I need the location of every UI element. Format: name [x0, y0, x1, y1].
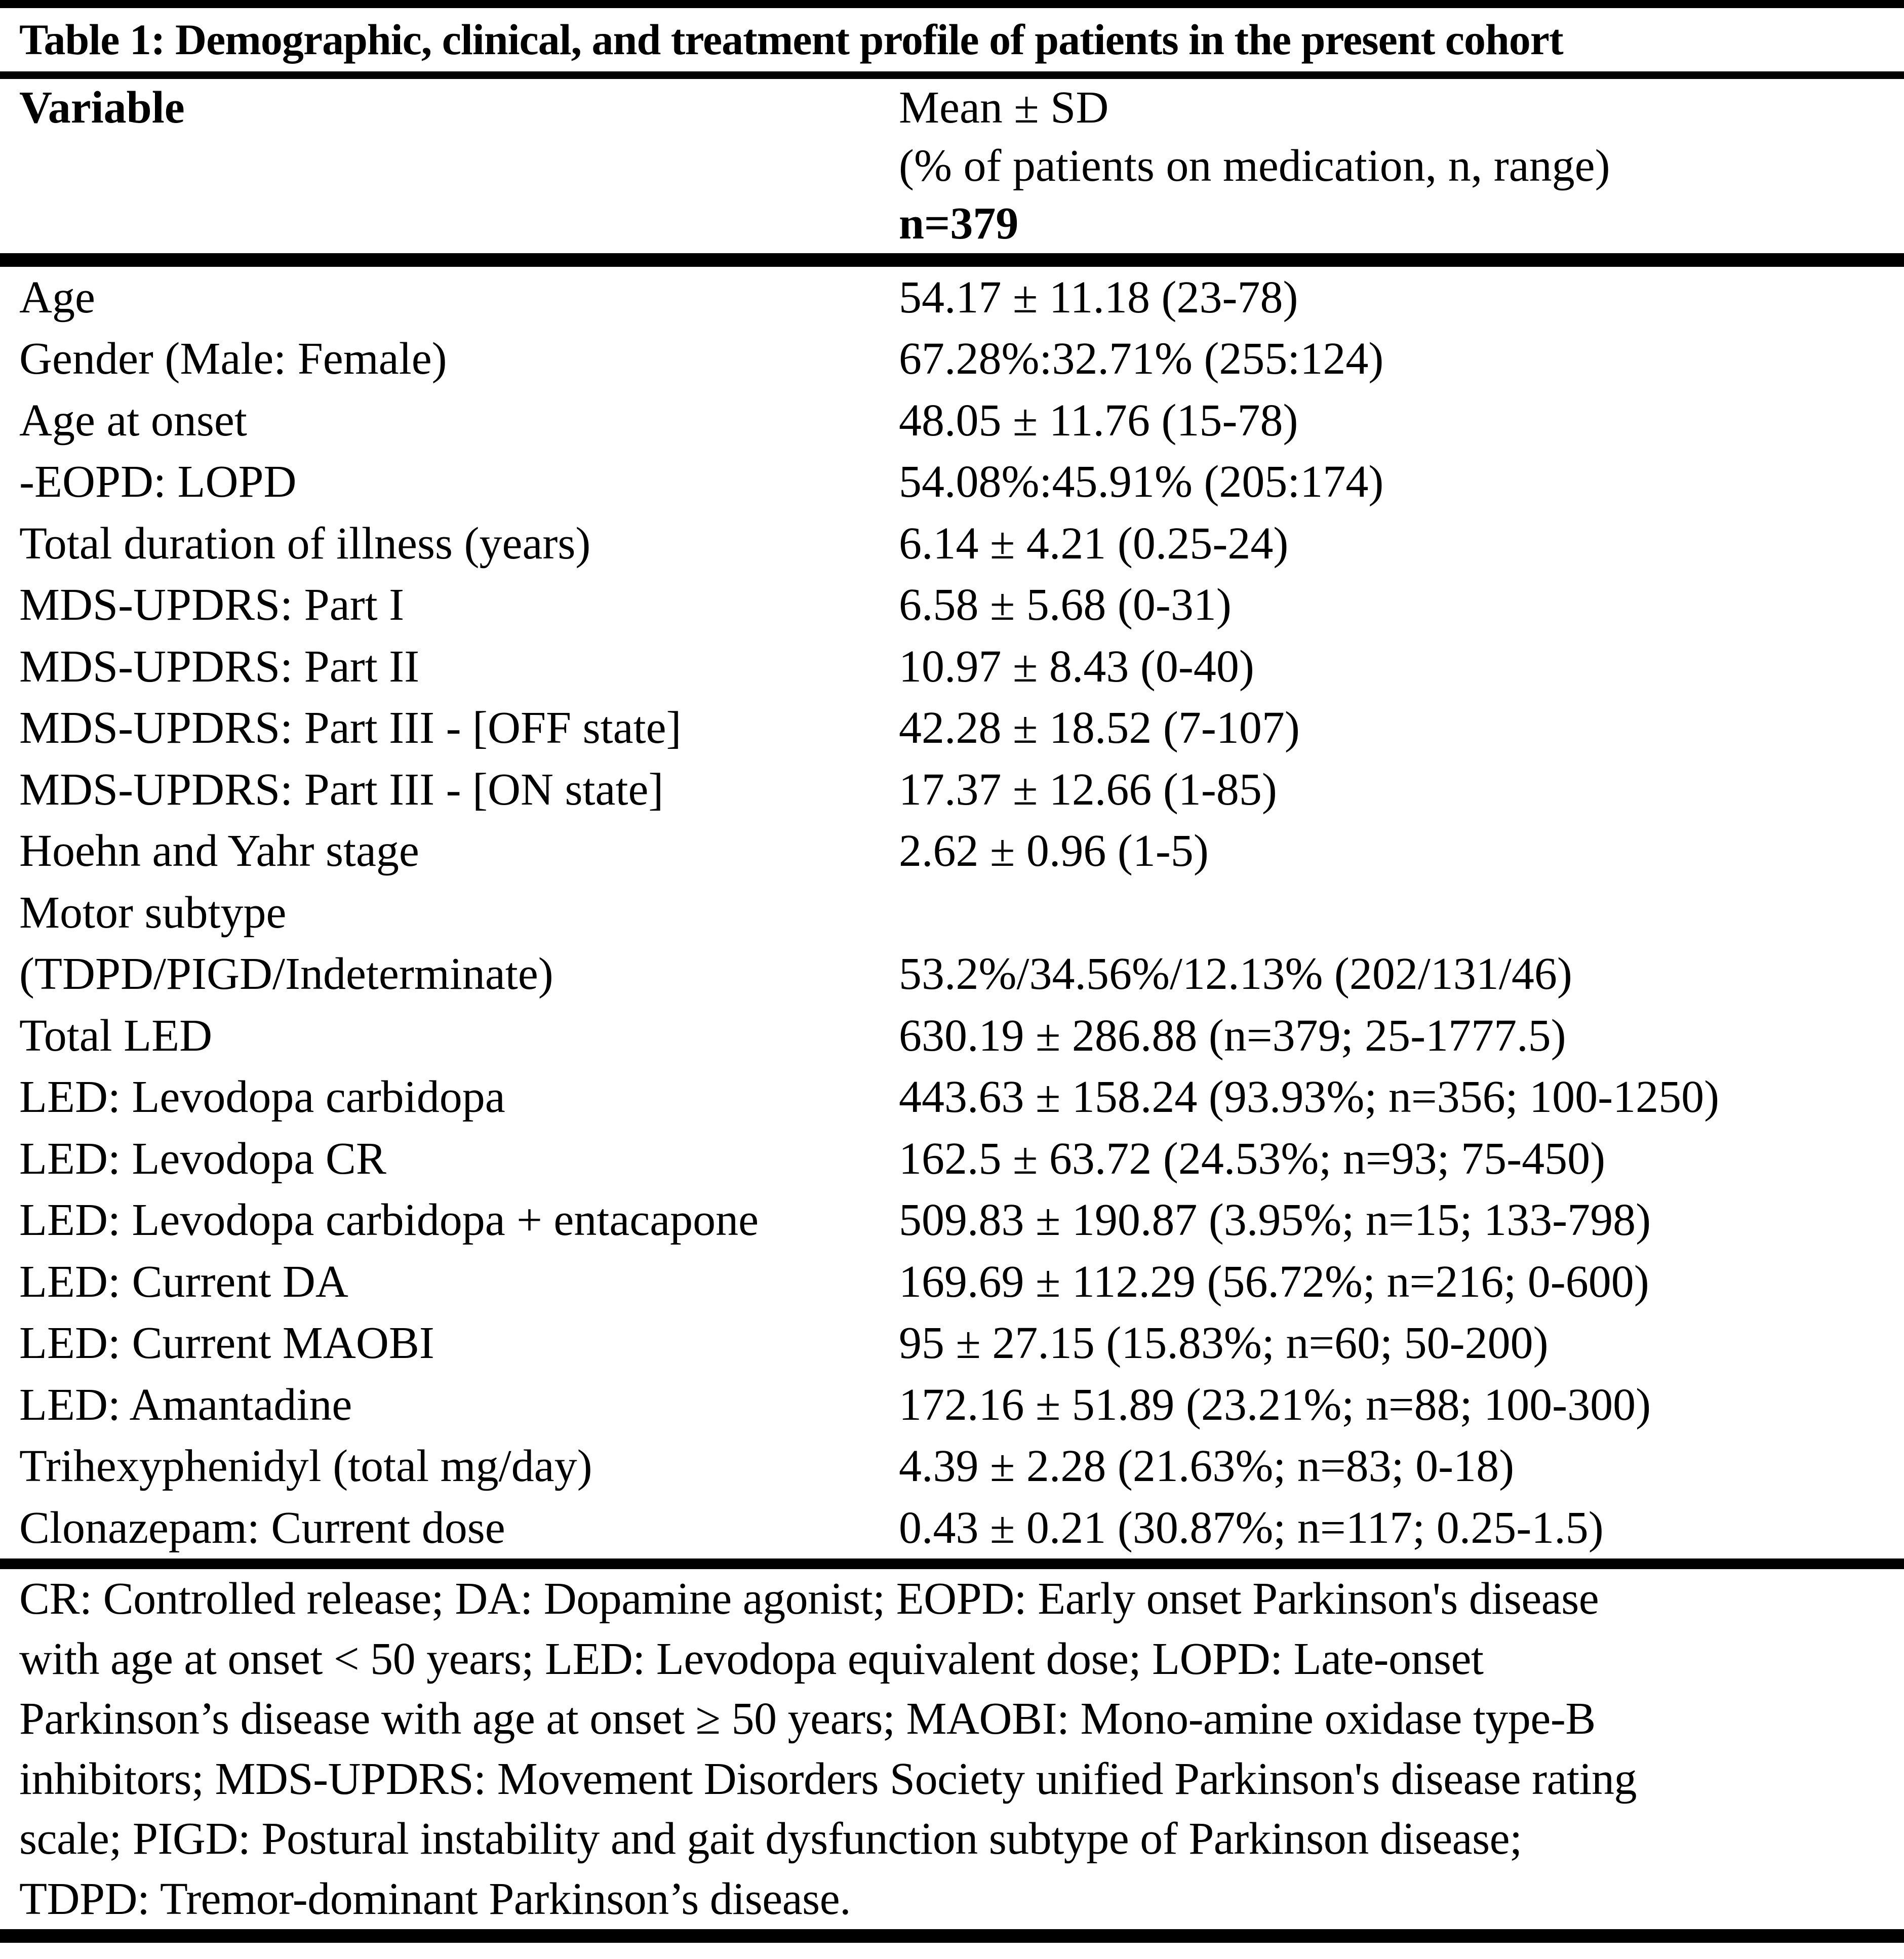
row-variable: Total LED — [19, 1010, 213, 1061]
footnote-line: Parkinson’s disease with age at onset ≥ 50 years; MAOBI: Mono-amine oxidase type-B — [19, 1694, 1596, 1744]
top-border-rule — [0, 0, 1904, 8]
row-variable: MDS-UPDRS: Part I — [19, 580, 405, 630]
row-value: 162.5 ± 63.72 (24.53%; n=93; 75-450) — [899, 1133, 1606, 1184]
row-value: 53.2%/34.56%/12.13% (202/131/46) — [899, 949, 1572, 1000]
table-title: Table 1: Demographic, clinical, and treatment profile of patients in the present cohort — [19, 15, 1563, 64]
row-value: 6.58 ± 5.68 (0-31) — [899, 580, 1232, 630]
row-value: 95 ± 27.15 (15.83%; n=60; 50-200) — [899, 1318, 1549, 1369]
table-row — [0, 636, 1904, 698]
row-variable: LED: Levodopa carbidopa — [19, 1072, 505, 1123]
table-row — [0, 697, 1904, 759]
value-header-line-2: (% of patients on medication, n, range) — [899, 140, 1610, 191]
row-variable: Clonazepam: Current dose — [19, 1502, 505, 1553]
table-row — [0, 759, 1904, 821]
table-row — [0, 1374, 1904, 1436]
row-value: 54.08%:45.91% (205:174) — [899, 457, 1384, 507]
row-value: 630.19 ± 286.88 (n=379; 25-1777.5) — [899, 1010, 1566, 1061]
row-value: 172.16 ± 51.89 (23.21%; n=88; 100-300) — [899, 1379, 1651, 1430]
row-variable: -EOPD: LOPD — [19, 457, 297, 507]
row-variable: LED: Current MAOBI — [19, 1318, 434, 1369]
table-row — [0, 1312, 1904, 1374]
row-variable: LED: Amantadine — [19, 1379, 352, 1430]
row-value: 443.63 ± 158.24 (93.93%; n=356; 100-1250) — [899, 1072, 1720, 1123]
table-body — [0, 267, 1904, 1559]
value-header-line-1: Mean ± SD — [899, 83, 1109, 133]
table-row — [0, 451, 1904, 513]
table-row — [0, 943, 1904, 1005]
row-value: 6.14 ± 4.21 (0.25-24) — [899, 518, 1289, 569]
row-value: 67.28%:32.71% (255:124) — [899, 334, 1384, 384]
row-value: 169.69 ± 112.29 (56.72%; n=216; 0-600) — [899, 1256, 1649, 1307]
row-variable: MDS-UPDRS: Part III - [ON state] — [19, 764, 664, 815]
row-variable: Motor subtype — [19, 887, 287, 938]
footnote-line: with age at onset < 50 years; LED: Levodopa equivalent dose; LOPD: Late-onset — [19, 1633, 1484, 1684]
footnote-line: scale; PIGD: Postural instability and gait dysfunction subtype of Parkinson disease; — [19, 1814, 1522, 1864]
header-separator-rule — [0, 253, 1904, 267]
row-variable: Age at onset — [19, 395, 247, 446]
variable-column-header: Variable — [19, 83, 185, 133]
bottom-border-rule — [0, 1929, 1904, 1943]
footnote-line: inhibitors; MDS-UPDRS: Movement Disorders Society unified Parkinson's disease rating — [19, 1753, 1637, 1804]
table-row — [0, 267, 1904, 329]
row-variable: MDS-UPDRS: Part II — [19, 641, 420, 692]
row-variable: Gender (Male: Female) — [19, 334, 447, 384]
row-value: 10.97 ± 8.43 (0-40) — [899, 641, 1254, 692]
row-value — [899, 882, 1904, 944]
table-row — [0, 1066, 1904, 1128]
table-row — [0, 574, 1904, 636]
row-variable: Hoehn and Yahr stage — [19, 826, 419, 876]
table-footnote — [0, 1569, 1904, 1929]
row-value: 509.83 ± 190.87 (3.95%; n=15; 133-798) — [899, 1195, 1651, 1246]
table-row — [0, 882, 1904, 944]
row-variable: Age — [19, 272, 95, 323]
table-row — [0, 1497, 1904, 1559]
row-variable: LED: Levodopa carbidopa + entacapone — [19, 1195, 759, 1246]
table-row — [0, 513, 1904, 575]
row-variable: Trihexyphenidyl (total mg/day) — [19, 1441, 592, 1492]
row-value: 0.43 ± 0.21 (30.87%; n=117; 0.25-1.5) — [899, 1502, 1604, 1553]
table-row — [0, 390, 1904, 452]
title-separator-rule — [0, 71, 1904, 79]
value-column-header — [899, 79, 1904, 253]
table-row — [0, 1128, 1904, 1190]
row-variable: (TDPD/PIGD/Indeterminate) — [19, 949, 553, 1000]
value-header-line-3: n=379 — [899, 198, 1019, 249]
row-value: 17.37 ± 12.66 (1-85) — [899, 764, 1277, 815]
row-variable: Total duration of illness (years) — [19, 518, 591, 569]
table-row — [0, 1251, 1904, 1313]
footnote-line: CR: Controlled release; DA: Dopamine agonist; EOPD: Early onset Parkinson's disease — [19, 1574, 1599, 1624]
row-value: 48.05 ± 11.76 (15-78) — [899, 395, 1298, 446]
row-value: 2.62 ± 0.96 (1-5) — [899, 826, 1209, 876]
row-variable: LED: Levodopa CR — [19, 1133, 386, 1184]
table-row — [0, 328, 1904, 390]
table-row — [0, 820, 1904, 882]
table-header-row — [0, 79, 1904, 253]
row-value: 4.39 ± 2.28 (21.63%; n=83; 0-18) — [899, 1441, 1515, 1492]
table-row — [0, 1005, 1904, 1067]
table-row — [0, 1435, 1904, 1497]
footnote-line: TDPD: Tremor-dominant Parkinson’s disease. — [19, 1873, 851, 1924]
table-row — [0, 1189, 1904, 1251]
row-variable: LED: Current DA — [19, 1256, 348, 1307]
row-variable: MDS-UPDRS: Part III - [OFF state] — [19, 703, 682, 753]
row-value: 54.17 ± 11.18 (23-78) — [899, 272, 1298, 323]
row-value: 42.28 ± 18.52 (7-107) — [899, 703, 1300, 753]
footnote-separator-rule — [0, 1558, 1904, 1569]
